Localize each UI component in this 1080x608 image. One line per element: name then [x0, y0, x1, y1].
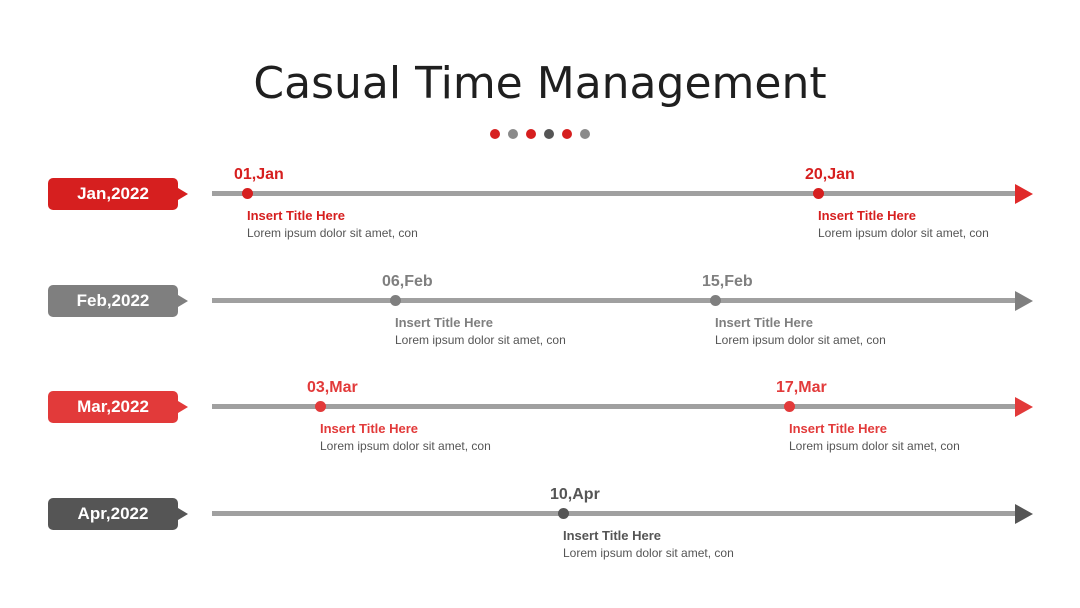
decor-dot: [544, 129, 554, 139]
month-tag: Feb,2022: [48, 285, 178, 317]
month-tag: Mar,2022: [48, 391, 178, 423]
decor-dot: [526, 129, 536, 139]
event-marker: [242, 188, 253, 199]
event-heading: Insert Title Here: [789, 421, 888, 436]
timeline-row: [0, 166, 1080, 288]
event-description: Lorem ipsum dolor sit amet, con: [320, 439, 491, 453]
page-title: Casual Time Management: [253, 58, 827, 109]
timeline-line: [212, 404, 1017, 409]
event-date: 01,Jan: [234, 166, 284, 183]
timeline-row: [0, 273, 1080, 395]
event-marker: [813, 188, 824, 199]
arrow-right-icon: [1015, 397, 1033, 417]
event-marker: [710, 295, 721, 306]
event-description: Lorem ipsum dolor sit amet, con: [563, 546, 734, 560]
arrow-right-icon: [1015, 504, 1033, 524]
event-heading: Insert Title Here: [818, 208, 917, 223]
event-heading: Insert Title Here: [395, 315, 494, 330]
decor-dot: [508, 129, 518, 139]
event-marker: [558, 508, 569, 519]
timeline-row: [0, 379, 1080, 501]
title-dots: [0, 129, 1080, 139]
event-marker: [784, 401, 795, 412]
arrow-right-icon: [1015, 291, 1033, 311]
timeline-line: [212, 191, 1017, 196]
decor-dot: [562, 129, 572, 139]
timeline-row: [0, 486, 1080, 608]
event-heading: Insert Title Here: [715, 315, 814, 330]
timeline-line: [212, 298, 1017, 303]
event-date: 06,Feb: [382, 273, 433, 290]
event-date: 15,Feb: [702, 273, 753, 290]
event-description: Lorem ipsum dolor sit amet, con: [247, 226, 418, 240]
decor-dot: [490, 129, 500, 139]
decor-dot: [580, 129, 590, 139]
arrow-right-icon: [1015, 184, 1033, 204]
event-marker: [315, 401, 326, 412]
event-description: Lorem ipsum dolor sit amet, con: [715, 333, 886, 347]
event-heading: Insert Title Here: [247, 208, 346, 223]
event-heading: Insert Title Here: [563, 528, 662, 543]
event-date: 17,Mar: [776, 379, 827, 396]
event-description: Lorem ipsum dolor sit amet, con: [789, 439, 960, 453]
event-marker: [390, 295, 401, 306]
event-description: Lorem ipsum dolor sit amet, con: [395, 333, 566, 347]
event-date: 20,Jan: [805, 166, 855, 183]
event-heading: Insert Title Here: [320, 421, 419, 436]
event-date: 10,Apr: [550, 486, 600, 503]
month-tag: Jan,2022: [48, 178, 178, 210]
timeline-line: [212, 511, 1017, 516]
event-description: Lorem ipsum dolor sit amet, con: [818, 226, 989, 240]
month-tag: Apr,2022: [48, 498, 178, 530]
event-date: 03,Mar: [307, 379, 358, 396]
